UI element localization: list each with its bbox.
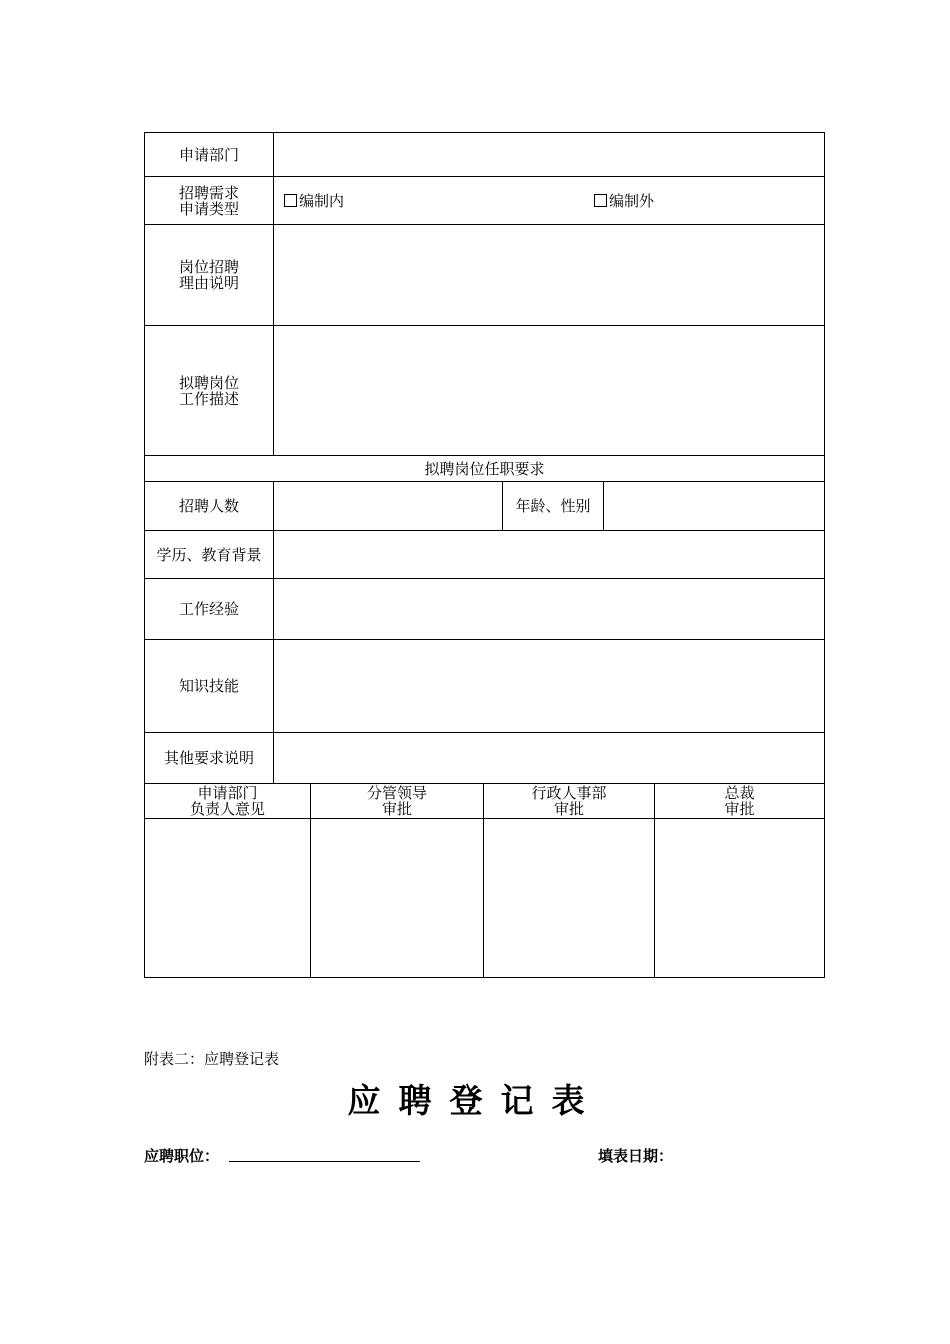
demand-type-options [274, 177, 825, 225]
education-field[interactable] [274, 531, 825, 579]
approval-cell-supervisor[interactable] [311, 819, 484, 978]
approval-cell-hr[interactable] [484, 819, 655, 978]
apply-dept-field[interactable] [274, 133, 825, 177]
row-other [145, 733, 825, 784]
approval-cell-president[interactable] [655, 819, 825, 978]
other-label: 其他要求说明 [145, 733, 274, 784]
row-reason [145, 225, 825, 326]
position-label: 应聘职位： [144, 1147, 220, 1165]
age-gender-label: 年龄、性别 [503, 482, 604, 531]
approval-sign-row [145, 819, 825, 978]
job-desc-label: 拟聘岗位 工作描述 [145, 326, 274, 456]
approval-col-supervisor: 分管领导 审批 [311, 784, 484, 819]
checkbox-icon [594, 194, 607, 207]
other-field[interactable] [274, 733, 825, 784]
education-label: 学历、教育背景 [145, 531, 274, 579]
row-experience [145, 579, 825, 640]
row-demand-type [145, 177, 825, 225]
apply-dept-label: 申请部门 [145, 133, 274, 177]
approval-col-dept-head: 申请部门 负责人意见 [145, 784, 311, 819]
date-label: 填表日期： [598, 1147, 674, 1165]
experience-field[interactable] [274, 579, 825, 640]
option-in-checkbox[interactable]: 编制内 [284, 193, 344, 209]
experience-label: 工作经验 [145, 579, 274, 640]
attachment-caption: 附表二：应聘登记表 [144, 1050, 280, 1068]
approval-table [144, 783, 825, 978]
row-skills [145, 640, 825, 733]
age-gender-field[interactable] [604, 482, 825, 531]
checkbox-icon [284, 194, 297, 207]
row-education [145, 531, 825, 579]
approval-col-hr: 行政人事部 审批 [484, 784, 655, 819]
form-title: 应聘登记表 [347, 1081, 603, 1120]
row-headcount [145, 482, 825, 531]
position-underline-field[interactable] [229, 1161, 420, 1162]
headcount-label: 招聘人数 [145, 482, 274, 531]
recruitment-application-table [144, 132, 825, 784]
skills-label: 知识技能 [145, 640, 274, 733]
reason-label: 岗位招聘 理由说明 [145, 225, 274, 326]
approval-col-president: 总裁 审批 [655, 784, 825, 819]
reason-field[interactable] [274, 225, 825, 326]
row-apply-dept [145, 133, 825, 177]
option-out-checkbox[interactable]: 编制外 [594, 193, 654, 209]
row-requirements-header [145, 456, 825, 482]
skills-field[interactable] [274, 640, 825, 733]
headcount-field[interactable] [274, 482, 503, 531]
requirements-header: 拟聘岗位任职要求 [145, 456, 825, 482]
approval-header-row [145, 784, 825, 819]
job-desc-field[interactable] [274, 326, 825, 456]
demand-type-label: 招聘需求 申请类型 [145, 177, 274, 225]
row-job-desc [145, 326, 825, 456]
approval-cell-dept-head[interactable] [145, 819, 311, 978]
